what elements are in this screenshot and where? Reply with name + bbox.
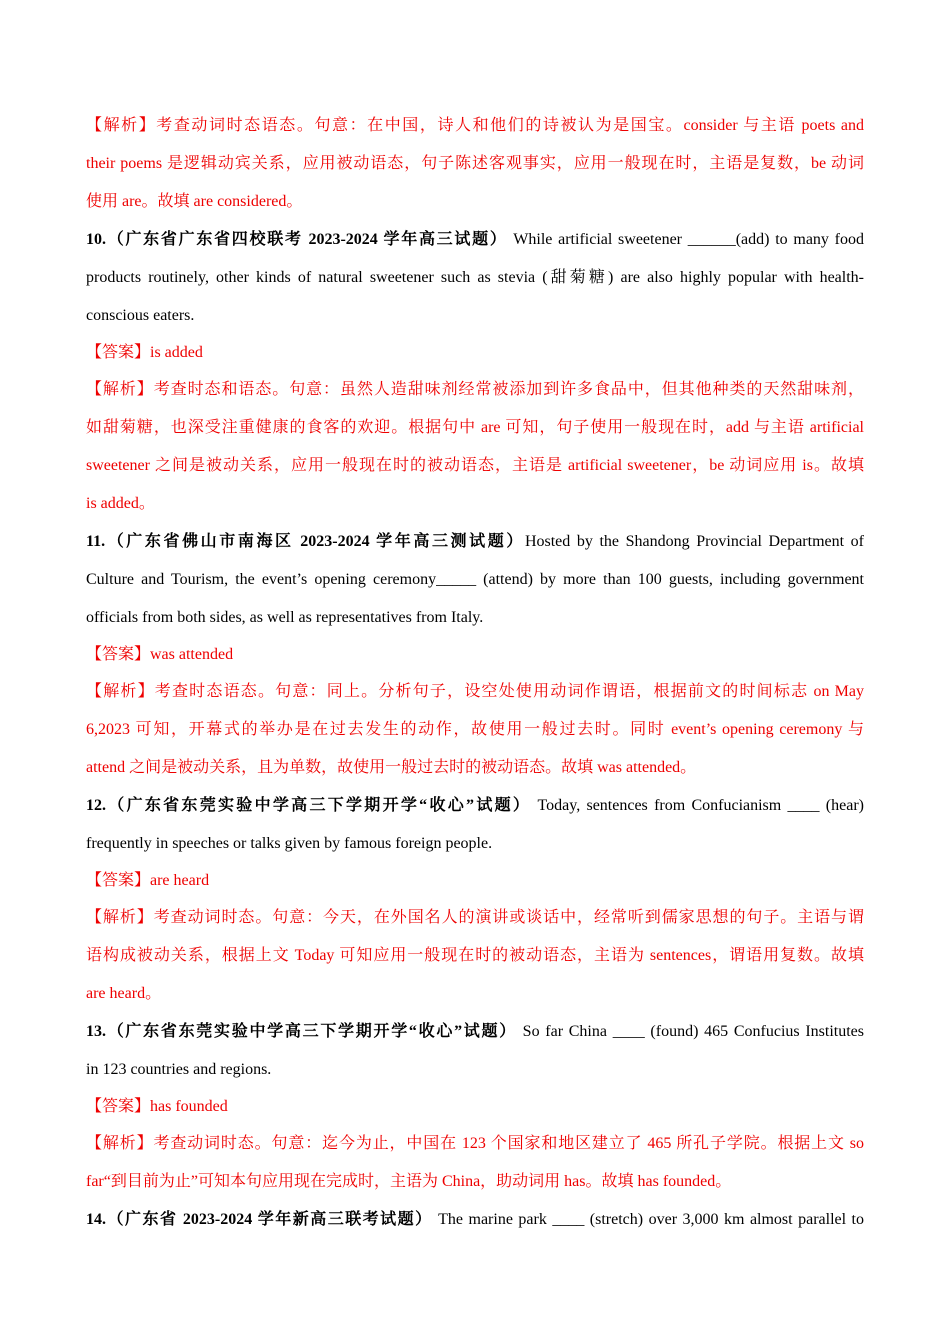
question-block <box>86 1201 864 1239</box>
question-text: The marine park ____ (stretch) over 3,000 km almost parallel to <box>432 1211 864 1228</box>
analysis-block <box>86 107 864 221</box>
question-line: officials from both sides, as well as representatives from Italy. <box>86 609 484 626</box>
question-line: Culture and Tourism, the event’s opening ceremony_____ (attend) by more than 100 guests, including government <box>86 571 864 588</box>
question-heading: 11.（广东省佛山市南海区 2023-2024 学年高三测试题） <box>86 533 525 550</box>
question-block <box>86 1013 864 1089</box>
question-block <box>86 523 864 637</box>
question-line <box>86 787 864 825</box>
analysis-line: their poems 是逻辑动宾关系，应用被动语态，句子陈述客观事实，应用一般现在时，主语是复数，be 动词 <box>86 155 864 172</box>
question-line <box>86 1201 864 1239</box>
question-block <box>86 787 864 863</box>
question-line: frequently in speeches or talks given by famous foreign people. <box>86 835 493 852</box>
analysis-line: is added。 <box>86 495 155 512</box>
answer-line: 【答案】is added <box>86 344 203 361</box>
analysis-line: 【解析】考查动词时态语态。句意：在中国，诗人和他们的诗被认为是国宝。consider 与主语 poets and <box>86 117 864 134</box>
question-line: products routinely, other kinds of natural sweetener such as stevia (甜菊糖) are also highly popular with health- <box>86 269 864 286</box>
answer-line: 【答案】has founded <box>86 1098 228 1115</box>
question-heading: 10.（广东省广东省四校联考 2023-2024 学年高三试题） <box>86 231 508 248</box>
question-text: So far China ____ (found) 465 Confucius Institutes <box>516 1023 864 1040</box>
answer-line: 【答案】are heard <box>86 872 210 889</box>
question-line <box>86 221 864 259</box>
analysis-line: 【解析】考查时态和语态。句意：虽然人造甜味剂经常被添加到许多食品中，但其他种类的天然甜味剂， <box>86 381 864 398</box>
question-heading: 14.（广东省 2023-2024 学年新高三联考试题） <box>86 1211 433 1228</box>
question-block <box>86 221 864 335</box>
question-line: conscious eaters. <box>86 307 195 324</box>
question-line <box>86 523 864 561</box>
question-text: Hosted by the Shandong Provincial Department of <box>524 533 864 550</box>
question-text: Today, sentences from Confucianism ____ (hear) <box>531 797 864 814</box>
analysis-line: 【解析】考查动词时态。句意：今天，在外国名人的演讲或谈话中，经常听到儒家思想的句子。主语与谓 <box>86 909 864 926</box>
answer-line: 【答案】was attended <box>86 646 234 663</box>
analysis-line: 【解析】考查时态语态。句意：同上。分析句子，设空处使用动词作谓语，根据前文的时间标志 on May <box>86 683 864 700</box>
analysis-line: attend 之间是被动关系，且为单数，故使用一般过去时的被动语态。故填 was attended。 <box>86 759 697 776</box>
analysis-line: 使用 are。故填 are considered。 <box>86 193 303 210</box>
question-line <box>86 1013 864 1051</box>
analysis-line: 语构成被动关系，根据上文 Today 可知应用一般现在时的被动语态，主语为 sentences，谓语用复数。故填 <box>86 947 864 964</box>
question-text: While artificial sweetener ______(add) to many food <box>507 231 864 248</box>
analysis-block <box>86 371 864 523</box>
analysis-line: 如甜菊糖，也深受注重健康的食客的欢迎。根据句中 are 可知，句子使用一般现在时，add 与主语 artificial <box>86 419 864 436</box>
document-page <box>86 107 864 1239</box>
analysis-block <box>86 1125 864 1201</box>
analysis-block <box>86 899 864 1013</box>
analysis-line: 【解析】考查动词时态。句意：迄今为止，中国在 123 个国家和地区建立了 465 所孔子学院。根据上文 so <box>86 1135 864 1152</box>
analysis-line: far“到目前为止”可知本句应用现在完成时，主语为 China，助动词用 has。故填 has founded。 <box>86 1173 732 1190</box>
analysis-line: sweetener 之间是被动关系，应用一般现在时的被动语态，主语是 artificial sweetener，be 动词应用 is。故填 <box>86 457 864 474</box>
analysis-line: are heard。 <box>86 985 162 1002</box>
question-heading: 13.（广东省东莞实验中学高三下学期开学“收心”试题） <box>86 1023 517 1040</box>
analysis-line: 6,2023 可知，开幕式的举办是在过去发生的动作，故使用一般过去时。同时 event’s opening ceremony 与 <box>86 721 864 738</box>
analysis-block <box>86 673 864 787</box>
question-heading: 12.（广东省东莞实验中学高三下学期开学“收心”试题） <box>86 797 532 814</box>
question-line: in 123 countries and regions. <box>86 1061 272 1078</box>
